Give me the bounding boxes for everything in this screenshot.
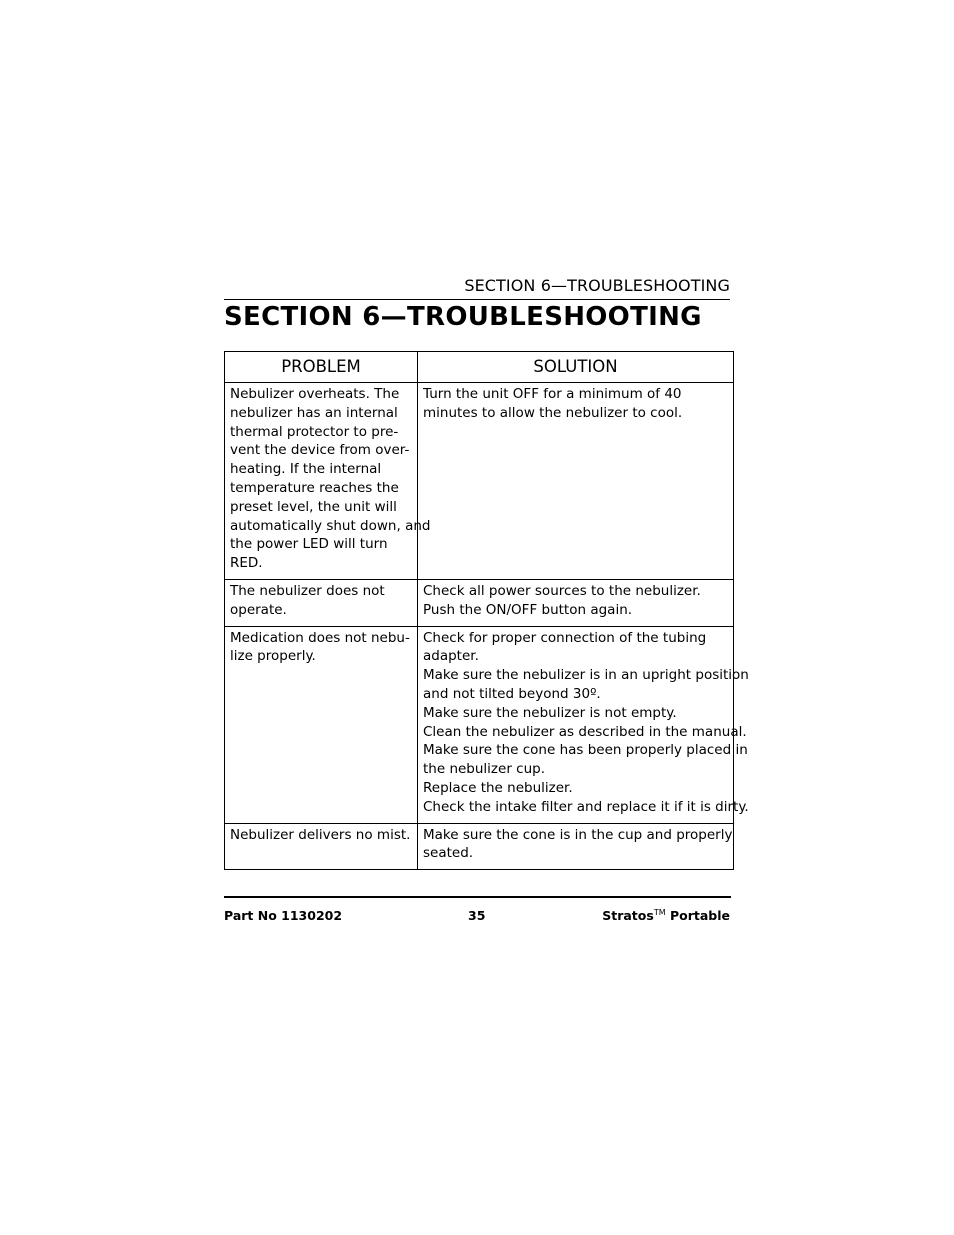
page-number: 35 <box>468 908 486 923</box>
table-row <box>225 579 734 626</box>
problem-cell <box>225 383 431 580</box>
product-brand: Stratos <box>602 908 654 924</box>
table-header-row <box>225 352 734 383</box>
problem-line: Nebulizer overheats. The <box>230 386 400 402</box>
problem-line: The nebulizer does not <box>230 582 385 599</box>
column-header-problem: PROBLEM <box>225 352 418 383</box>
section-title: SECTION 6—TROUBLESHOOTING <box>224 302 702 332</box>
product-suffix: Portable <box>665 908 730 924</box>
problem-cell <box>225 626 418 823</box>
table-row <box>225 626 734 823</box>
solution-line: Push the ON/OFF button again. <box>423 601 633 618</box>
running-header: SECTION 6—TROUBLESHOOTING <box>224 276 730 300</box>
trademark-symbol: TM <box>653 908 666 917</box>
solution-line: Make sure the nebulizer is not empty. <box>423 704 677 721</box>
solution-line: seated. <box>423 845 474 862</box>
problem-line: lize properly. <box>230 648 316 665</box>
problem-line: automatically shut down, and <box>230 517 431 534</box>
product-name <box>602 908 730 923</box>
solution-line: and not tilted beyond 30º. <box>423 685 601 702</box>
problem-cell <box>225 823 418 870</box>
solution-line: Check the intake filter and replace it if it is dirty. <box>423 798 749 815</box>
solution-cell <box>418 383 734 580</box>
solution-line: adapter. <box>423 648 479 665</box>
problem-line: the power LED will turn <box>230 536 388 553</box>
problem-line: RED. <box>230 555 263 572</box>
solution-line: Replace the nebulizer. <box>423 779 573 796</box>
solution-line: the nebulizer cup. <box>423 761 546 778</box>
problem-line: heating. If the internal <box>230 461 382 478</box>
troubleshooting-table <box>224 351 749 870</box>
problem-line: Medication does not nebu- <box>230 629 410 646</box>
solution-line: Make sure the nebulizer is in an upright position <box>423 667 749 684</box>
solution-line: Check for proper connection of the tubing <box>423 629 707 646</box>
problem-line: vent the device from over- <box>230 442 410 459</box>
solution-line: Check all power sources to the nebulizer. <box>423 582 701 599</box>
solution-cell <box>418 823 734 870</box>
solution-cell <box>418 626 749 823</box>
problem-line: nebulizer has an internal <box>230 404 398 421</box>
table-row <box>225 823 734 870</box>
problem-line: Nebulizer delivers no mist. <box>230 826 411 843</box>
footer-divider <box>224 896 731 898</box>
problem-line: thermal protector to pre- <box>230 423 399 440</box>
problem-line: preset level, the unit will <box>230 498 397 515</box>
problem-line: temperature reaches the <box>230 479 399 496</box>
column-header-solution: SOLUTION <box>418 352 734 383</box>
solution-line: Clean the nebulizer as described in the manual. <box>423 723 747 740</box>
problem-line: operate. <box>230 601 287 618</box>
solution-line: minutes to allow the nebulizer to cool. <box>423 404 683 421</box>
table-row <box>225 383 734 580</box>
solution-line: Make sure the cone is in the cup and properly <box>423 826 733 843</box>
problem-cell <box>225 579 418 626</box>
solution-line: Make sure the cone has been properly placed in <box>423 742 748 759</box>
part-number: Part No 1130202 <box>224 908 343 923</box>
solution-line: Turn the unit OFF for a minimum of 40 <box>423 386 682 402</box>
solution-cell <box>418 579 734 626</box>
